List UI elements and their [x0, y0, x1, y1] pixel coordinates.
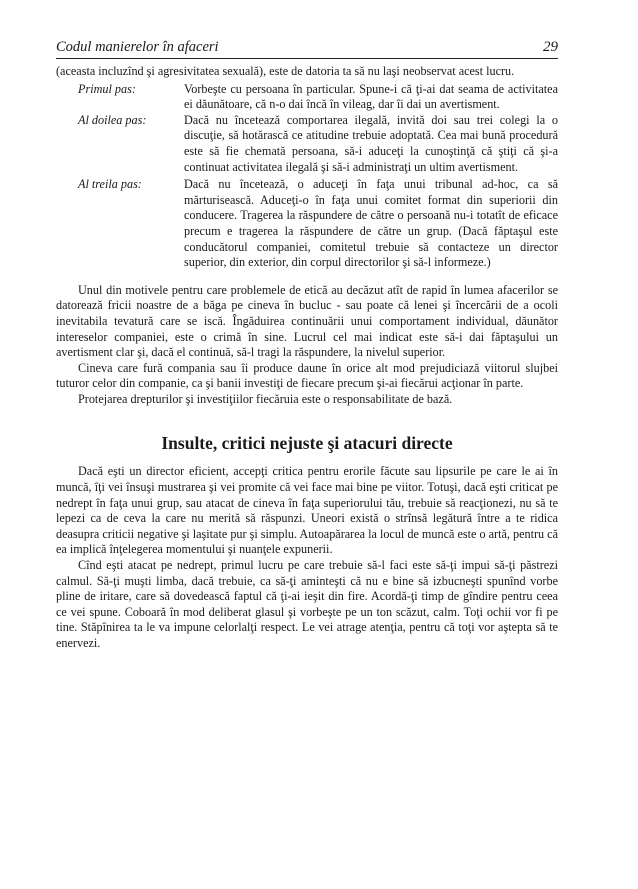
- paragraph: Cînd eşti atacat pe nedrept, primul lucru pe care trebuie să-l faci este să-ţi impui să-ţi păstrezi calmul. Să-ţi muşti limba, dacă trebuie, ca să-ţi aminteşti că nu e bine să izbucneşti spunînd vorbe pline de iritare, care să dovedească faptul că ţi-ai ieşit din fire. Acordă-ţi timp de gîndire pentru ceea ce vei spune. Coboară în mod deliberat glasul şi vorbeşte pe un ton scăzut, calm. Toţi ochii vor fi pe tine. Stăpînirea ta le va impune celorlalţi respect. Le vei atrage atenţia, pentru că toţi vor aştepta să te enervezi.: [56, 558, 558, 650]
- step-label: Al doilea pas:: [78, 112, 147, 127]
- running-title: Codul manierelor în afaceri: [56, 39, 219, 55]
- book-page: [56, 36, 558, 652]
- body-section-2: [56, 464, 558, 651]
- step-3: [56, 177, 558, 271]
- body-section-1: [56, 283, 558, 408]
- section-heading: Insulte, critici nejuste şi atacuri directe: [161, 433, 453, 454]
- running-header: [56, 36, 558, 59]
- step-text: Vorbeşte cu persoana în particular. Spune-i că ţi-ai dat seama de activitatea ei dăunătoare, că n-o dai încă în vileag, dar îi dai un avertisment.: [184, 81, 558, 112]
- step-label: Al treila pas:: [78, 177, 142, 192]
- paragraph: Cineva care fură compania sau îi produce daune în orice alt mod prejudiciază viitorul slujbei tuturor celor din companie, ca şi banii investiţi de fiecare precum şi-ai fiecărui acţionar în parte.: [56, 360, 558, 391]
- step-label: Primul pas:: [78, 81, 136, 96]
- paragraph: Dacă eşti un director eficient, accepţi critica pentru erorile făcute sau lipsurile pe care le ai în muncă, îţi vei însuşi mustrarea şi vei promite că vei face mai bine pe viitor. Totuşi, dacă eşti criticat pe nedrept în faţa unui grup, sau atacat de cineva în faţa superiorului tău, trebuie să reacţionezi, nu să te lepezi ca de ceva la care nu merită să răspunzi. Uneori există o strînsă legătură între a te ridica deasupra criticii negative şi laşitate pur şi simplu. Autoapărarea la locul de muncă este o artă, pentru că ea implică înţelegerea momentului şi nuanţele expunerii.: [56, 464, 558, 557]
- paragraph: Unul din motivele pentru care problemele de etică au decăzut atît de rapid în lumea afacerilor se datorează fricii noastre de a băga pe cineva în bucluc - sau poate că lenei şi încercării de a ocoli inevitabila tevatură care se iscă. Îngăduirea continuării unui comportament individual, dăunător intereselor companiei, este o crimă în sine. Lucrul cel mai indicat este să-i dai făptaşului un avertisment clar şi, dacă el continuă, să-l tragi la răspundere, la nivelul superior.: [56, 282, 558, 360]
- step-text: Dacă nu încetează comportarea ilegală, invită doi sau trei colegi la o discuţie, să hotărască ce atitudine trebuie adoptată. Cea mai bună procedură este să fie chemată persoana, să-i aduceţi la cunoştinţă că ştiţi că şi-a continuat activitatea ilegală şi să-i administraţi un ultim avertisment.: [184, 112, 558, 174]
- intro-paragraph: (aceasta incluzînd şi agresivitatea sexuală), este de datoria ta să nu laşi neobservat acest lucru.: [56, 64, 515, 78]
- step-text: Dacă nu încetează, o aduceţi în faţa unui tribunal ad-hoc, ca să mărturisească. Aduceţi-o în faţa unui comitet format din superiorii din conducere. Tragerea la răspundere de către o persoană nu-i totatît de eficace precum e tragerea la răspundere de către un grup. (Dacă făptaşul este conducătorul companiei, comitetul trebuie să contacteze un director superior, din exterior, din corpul directorilor şi să-l informeze.): [184, 177, 558, 270]
- step-1: [56, 82, 558, 113]
- steps-list: [56, 82, 558, 271]
- step-2: [56, 113, 558, 175]
- page-number: 29: [543, 39, 558, 55]
- paragraph: Protejarea drepturilor şi investiţiilor fiecăruia este o responsabilitate de bază.: [78, 391, 453, 406]
